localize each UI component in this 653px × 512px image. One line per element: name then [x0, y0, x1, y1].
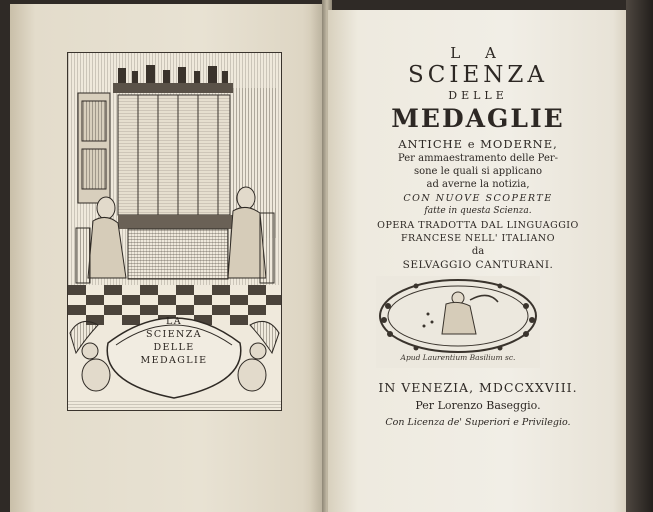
francese-italiano: FRANCESE NELL' ITALIANO — [400, 233, 556, 244]
cartouche-line: LA — [166, 316, 182, 327]
title-medaglie: MEDAGLIE — [391, 104, 565, 133]
title-scienza: SCIENZA — [408, 62, 548, 88]
subtitle-per-line3: ad averne la notizia, — [426, 179, 530, 190]
vignette-caption: Apud Laurentium Basilium sc. — [400, 353, 516, 362]
title-vignette — [376, 276, 540, 368]
subtitle-per-line2: sone le quali si applicano — [413, 166, 543, 177]
imprint-printer: Per Lorenzo Baseggio. — [415, 399, 541, 412]
da-line: da — [471, 246, 485, 257]
frontispiece-engraving — [67, 52, 282, 411]
subtitle-antiche: ANTICHE e MODERNE, — [398, 137, 558, 151]
subtitle-fatte: fatte in questa Scienza. — [424, 206, 532, 216]
subtitle-nuove-scoperte: CON NUOVE SCOPERTE — [403, 193, 553, 204]
cartouche-line: MEDAGLIE — [140, 355, 208, 366]
cartouche-line: DELLE — [153, 342, 195, 353]
imprint-place-date: IN VENEZIA, MDCCXXVIII. — [378, 380, 578, 395]
author-name: SELVAGGIO CANTURANI. — [402, 259, 554, 271]
subtitle-per-line1: Per ammaestramento delle Per- — [397, 153, 559, 164]
imprint-licence: Con Licenza de' Superiori e Privilegio. — [385, 417, 571, 428]
title-la: L A — [450, 44, 506, 62]
cartouche-line: SCIENZA — [145, 329, 203, 340]
frontispiece-cartouche — [112, 311, 236, 381]
title-delle: DELLE — [448, 89, 508, 102]
book-cover-edge — [626, 0, 653, 512]
opera-tradotta: OPERA TRADOTTA DAL LINGUAGGIO — [377, 220, 579, 231]
